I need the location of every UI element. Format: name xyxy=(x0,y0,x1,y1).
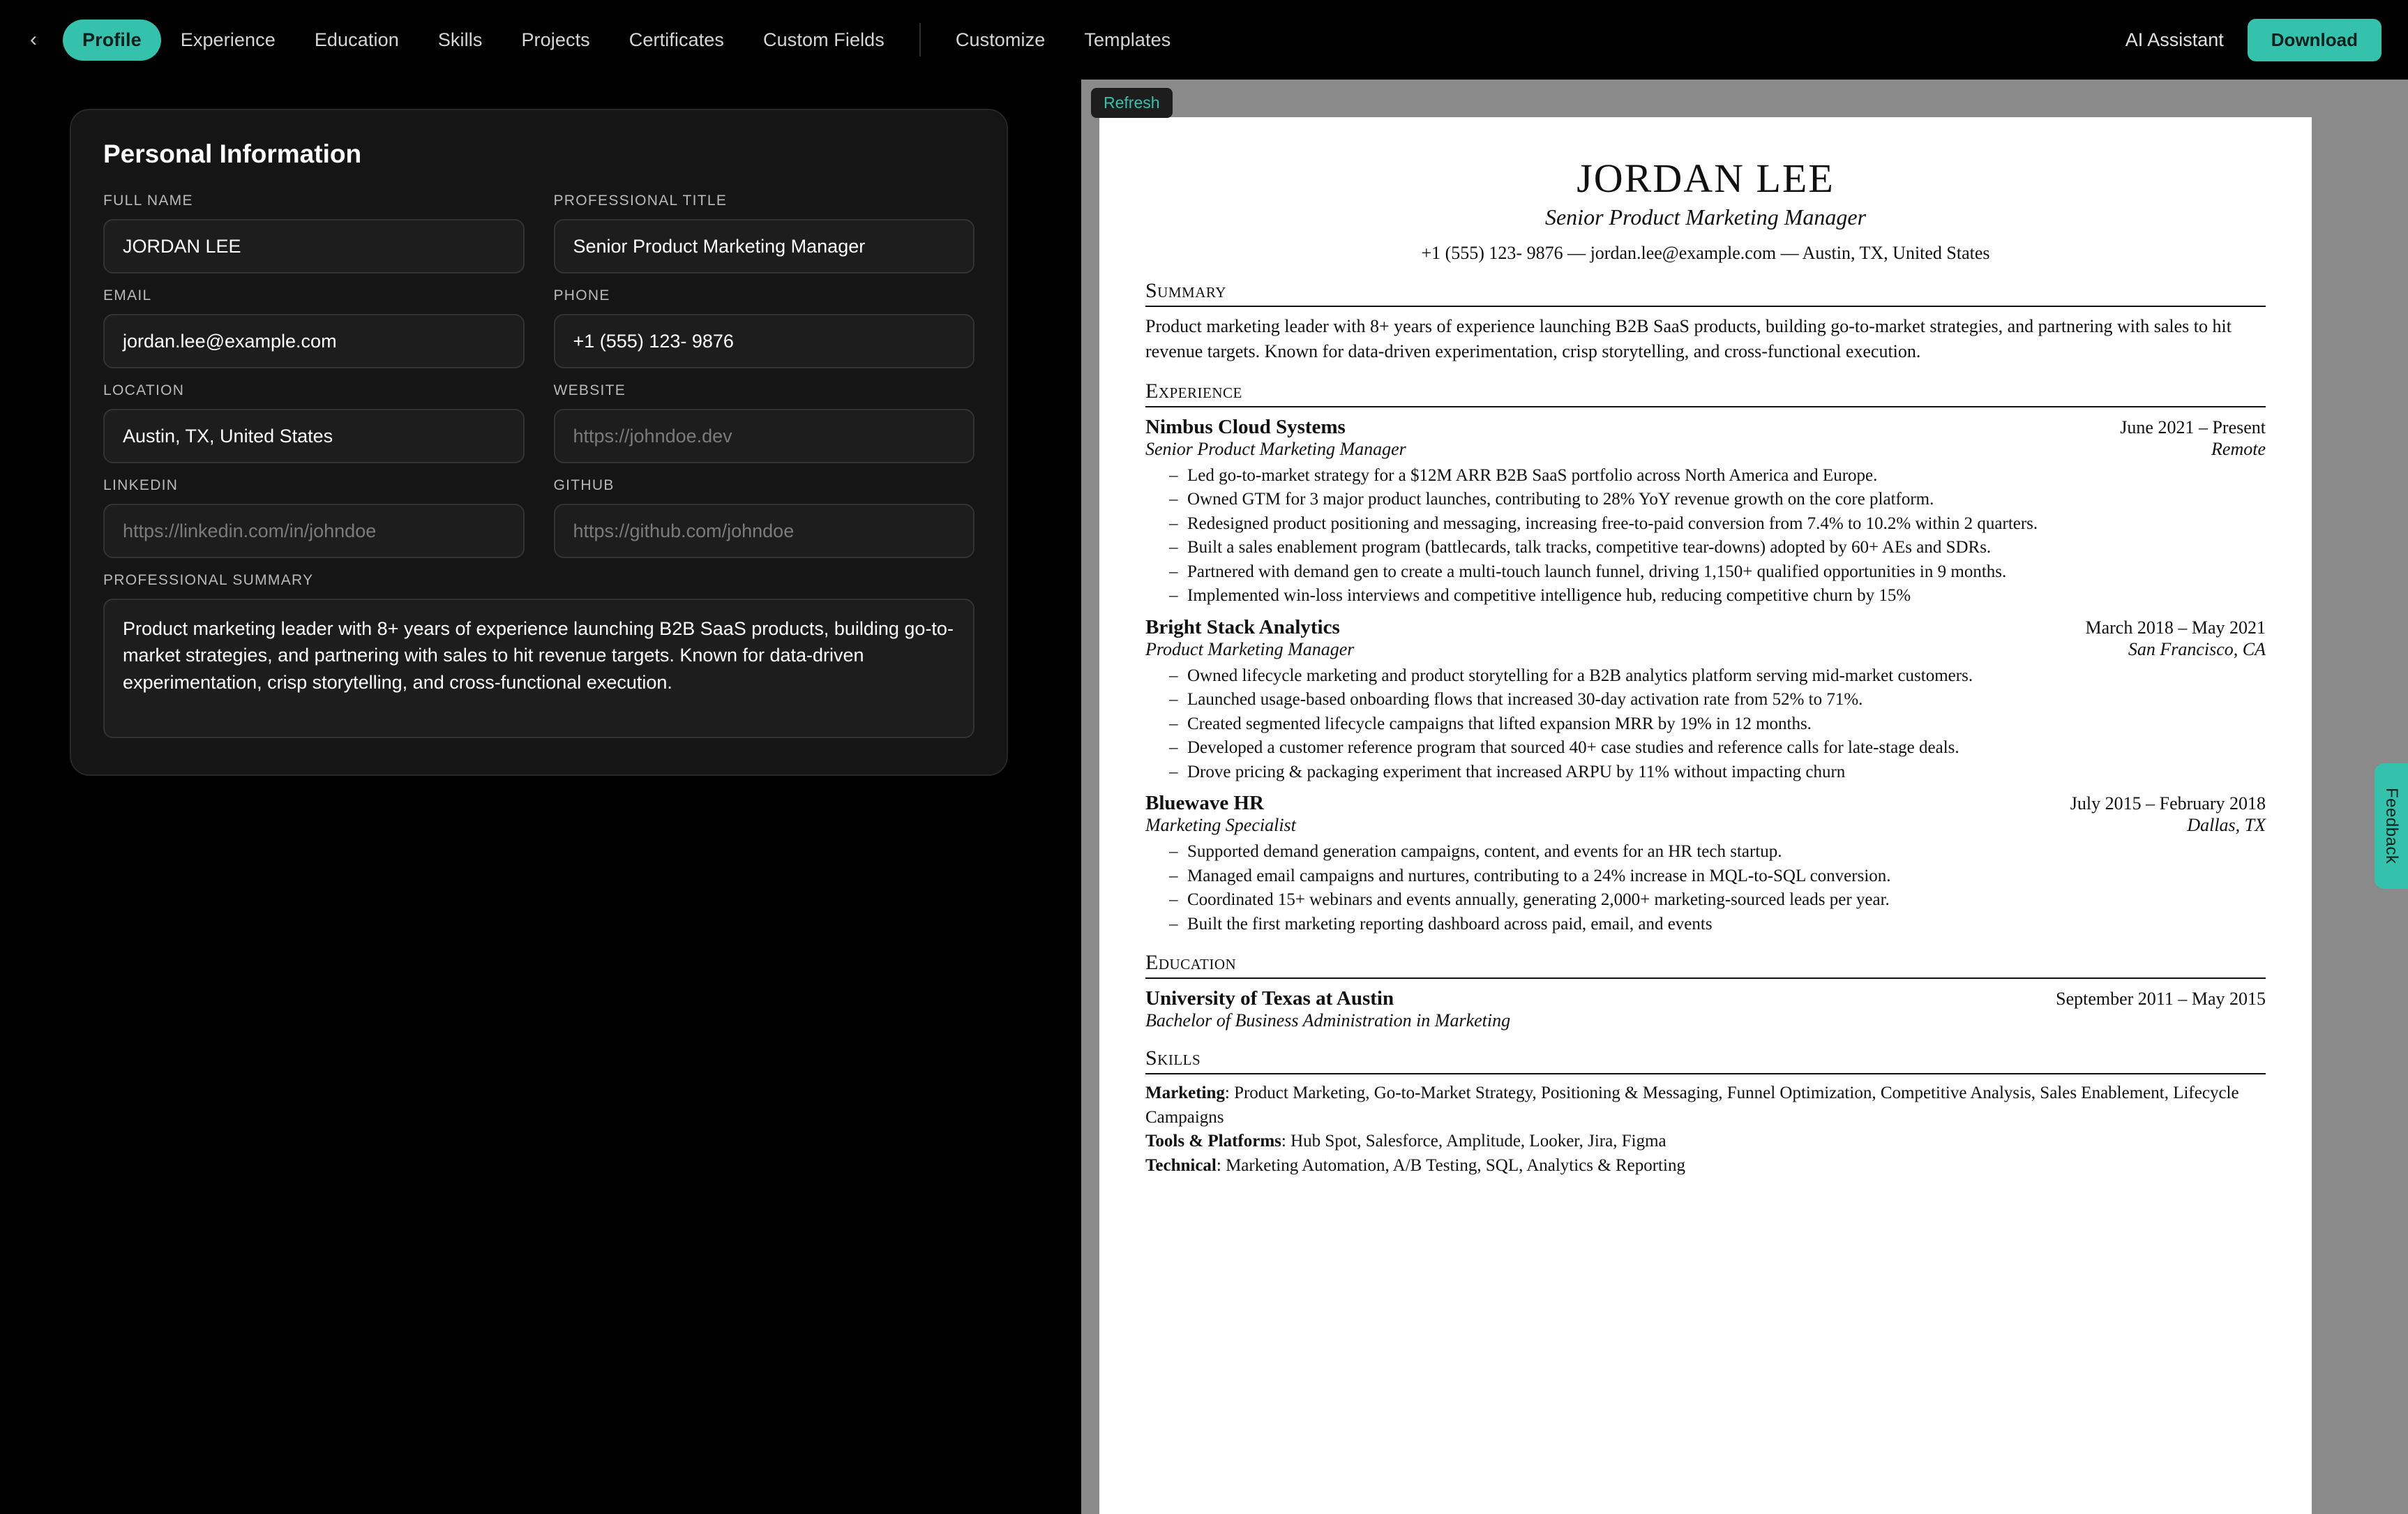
experience-location: San Francisco, CA xyxy=(2128,638,2266,659)
experience-entry xyxy=(1145,792,2266,936)
skill-items: Product Marketing, Go-to-Market Strategy, Positioning & Messaging, Funnel Optimization, Competitive Analysis, Sales Enablement, Lifecycle Campaigns xyxy=(1145,1084,2239,1127)
experience-bullet: – Partnered with demand gen to create a multi-touch launch funnel, driving 1,150+ qualified opportunities in 9 months. xyxy=(1169,560,2266,584)
experience-dates: July 2015 – February 2018 xyxy=(2070,793,2266,814)
resume-section-education xyxy=(1145,951,2266,1031)
label-phone: PHONE xyxy=(553,287,610,303)
field-full-name xyxy=(103,193,525,273)
experience-org: Bright Stack Analytics xyxy=(1145,615,1340,638)
skill-category: Tools & Platforms xyxy=(1145,1132,1281,1151)
experience-entry xyxy=(1145,416,2266,608)
tab-customize[interactable]: Customize xyxy=(955,29,1046,50)
feedback-tab[interactable] xyxy=(2375,763,2408,889)
label-professional-title: PROFESSIONAL TITLE xyxy=(553,193,728,209)
experience-bullet: – Built the first marketing reporting dashboard across paid, email, and events xyxy=(1169,913,2266,936)
tab-certificates[interactable]: Certificates xyxy=(629,29,725,50)
education-degree: Bachelor of Business Administration in Marketing xyxy=(1145,1010,1511,1031)
label-professional-summary: PROFESSIONAL SUMMARY xyxy=(103,572,314,588)
experience-heading: Experience xyxy=(1145,380,2266,407)
tab-skills[interactable]: Skills xyxy=(437,29,483,50)
download-button[interactable]: Download xyxy=(2248,19,2381,61)
main-body xyxy=(0,80,2408,1514)
personal-information-card xyxy=(70,109,1008,776)
experience-entry xyxy=(1145,616,2266,784)
experience-bullet: – Launched usage-based onboarding flows that increased 30-day activation rate from 52% to 71%. xyxy=(1169,688,2266,712)
tab-education[interactable]: Education xyxy=(314,29,399,50)
field-linkedin xyxy=(103,477,525,558)
tab-templates[interactable]: Templates xyxy=(1084,29,1171,50)
label-email: EMAIL xyxy=(103,287,152,303)
skill-category: Marketing xyxy=(1145,1084,1225,1103)
tab-experience[interactable]: Experience xyxy=(180,29,276,50)
primary-tabs xyxy=(63,20,1190,61)
experience-bullet: – Developed a customer reference program that sourced 40+ case studies and reference calls for late-stage deals. xyxy=(1169,736,2266,760)
experience-bullets xyxy=(1169,464,2266,608)
education-school: University of Texas at Austin xyxy=(1145,987,1394,1010)
experience-bullet: – Managed email campaigns and nurtures, contributing to a 24% increase in MQL-to-SQL conversion. xyxy=(1169,864,2266,888)
editor-pane xyxy=(0,80,1081,1514)
topbar-actions xyxy=(2125,19,2381,61)
field-email xyxy=(103,287,525,368)
fields-grid xyxy=(103,193,975,738)
resume-section-experience xyxy=(1145,380,2266,936)
email-input[interactable]: jordan.lee@example.com xyxy=(103,314,525,368)
location-input[interactable]: Austin, TX, United States xyxy=(103,409,525,463)
github-input[interactable]: https://github.com/johndoe xyxy=(554,504,975,558)
skill-items: Marketing Automation, A/B Testing, SQL, Analytics & Reporting xyxy=(1226,1155,1685,1175)
tab-profile[interactable]: Profile xyxy=(63,20,161,61)
label-linkedin: LINKEDIN xyxy=(103,477,179,493)
experience-dates: June 2021 – Present xyxy=(2120,417,2266,437)
skill-colon: : xyxy=(1281,1132,1291,1151)
experience-bullet: – Built a sales enablement program (battlecards, talk tracks, competitive tear-downs) adopted by 60+ AEs and SDRs. xyxy=(1169,536,2266,560)
skill-items: Hub Spot, Salesforce, Amplitude, Looker, Jira, Figma xyxy=(1290,1132,1666,1151)
experience-bullet: – Supported demand generation campaigns, content, and events for an HR tech startup. xyxy=(1169,840,2266,864)
experience-org: Bluewave HR xyxy=(1145,792,1264,815)
full-name-input[interactable]: JORDAN LEE xyxy=(103,219,525,273)
summary-heading: Summary xyxy=(1145,279,2266,307)
skill-line xyxy=(1145,1154,2266,1178)
resume-section-skills xyxy=(1145,1047,2266,1178)
experience-bullet: – Coordinated 15+ webinars and events annually, generating 2,000+ marketing-sourced leads per year. xyxy=(1169,888,2266,912)
summary-text: Product marketing leader with 8+ years of experience launching B2B SaaS products, building go-to-market strategies, and partnering with sales to hit revenue targets. Known for data-driven experimentation, crisp storytelling, and cross-functional execution. xyxy=(1145,316,2232,361)
top-navigation-bar xyxy=(0,0,2408,80)
linkedin-input[interactable]: https://linkedin.com/in/johndoe xyxy=(103,504,525,558)
experience-role: Marketing Specialist xyxy=(1145,815,1296,836)
experience-bullet: – Drove pricing & packaging experiment that increased ARPU by 11% without impacting churn xyxy=(1169,760,2266,784)
phone-input[interactable]: +1 (555) 123- 9876 xyxy=(554,314,975,368)
education-dates: September 2011 – May 2015 xyxy=(2056,989,2266,1010)
experience-role: Product Marketing Manager xyxy=(1145,638,1355,659)
field-github xyxy=(554,477,975,558)
field-professional-title xyxy=(554,193,975,273)
skill-line xyxy=(1145,1130,2266,1154)
education-heading: Education xyxy=(1145,951,2266,979)
resume-title: Senior Product Marketing Manager xyxy=(1544,204,1867,230)
label-full-name: FULL NAME xyxy=(103,193,193,209)
resume-contact: +1 (555) 123- 9876 — jordan.lee@example.com — Austin, TX, United States xyxy=(1421,243,1990,263)
professional-summary-textarea[interactable]: Product marketing leader with 8+ years of experience launching B2B SaaS products, building go-to-market strategies, and partnering with sales to hit revenue targets. Known for data-driven experimentation, crisp storytelling, and cross-functional execution. xyxy=(103,599,975,738)
ai-assistant-button[interactable]: AI Assistant xyxy=(2125,29,2224,50)
experience-bullet: – Created segmented lifecycle campaigns that lifted expansion MRR by 19% in 12 months. xyxy=(1169,712,2266,736)
field-phone xyxy=(554,287,975,368)
skill-colon: : xyxy=(1216,1155,1226,1175)
experience-location: Remote xyxy=(2211,438,2266,459)
resume-section-summary xyxy=(1145,279,2266,364)
skill-line xyxy=(1145,1081,2266,1130)
experience-bullets xyxy=(1169,664,2266,784)
skill-category: Technical xyxy=(1145,1155,1217,1175)
tab-projects[interactable]: Projects xyxy=(521,29,590,50)
experience-role: Senior Product Marketing Manager xyxy=(1145,438,1406,459)
experience-org: Nimbus Cloud Systems xyxy=(1145,415,1346,438)
experience-bullet: – Implemented win-loss interviews and competitive intelligence hub, reducing competitive churn by 15% xyxy=(1169,584,2266,608)
nav-divider xyxy=(919,23,921,57)
experience-bullet: – Owned lifecycle marketing and product storytelling for a B2B analytics platform serving mid-market customers. xyxy=(1169,664,2266,688)
experience-bullet: – Redesigned product positioning and messaging, increasing free-to-paid conversion from 7.4% to 10.2% within 2 quarters. xyxy=(1169,512,2266,536)
skills-body xyxy=(1145,1081,2266,1178)
experience-bullet: – Owned GTM for 3 major product launches, contributing to 28% YoY revenue growth on the core platform. xyxy=(1169,488,2266,511)
refresh-button[interactable]: Refresh xyxy=(1091,88,1173,118)
skills-heading: Skills xyxy=(1145,1047,2266,1074)
education-entry xyxy=(1145,987,2266,1031)
professional-title-input[interactable]: Senior Product Marketing Manager xyxy=(554,219,975,273)
label-website: WEBSITE xyxy=(553,382,626,398)
resume-document xyxy=(1099,117,2312,1514)
experience-bullets xyxy=(1169,840,2266,936)
label-location: LOCATION xyxy=(103,382,185,398)
experience-location: Dallas, TX xyxy=(2187,815,2266,836)
back-chevron-left-icon[interactable]: ‹ xyxy=(30,28,37,51)
skill-colon: : xyxy=(1224,1084,1235,1103)
feedback-label: Feedback xyxy=(2382,788,2401,864)
label-github: GITHUB xyxy=(553,477,615,493)
field-location xyxy=(103,382,525,463)
website-input[interactable]: https://johndoe.dev xyxy=(554,409,975,463)
experience-bullet: – Led go-to-market strategy for a $12M ARR B2B SaaS portfolio across North America and Europe. xyxy=(1169,464,2266,488)
field-website xyxy=(554,382,975,463)
experience-dates: March 2018 – May 2021 xyxy=(2085,617,2266,638)
tab-custom-fields[interactable]: Custom Fields xyxy=(763,29,885,50)
card-title: Personal Information xyxy=(103,140,362,168)
resume-name: JORDAN LEE xyxy=(1577,156,1835,201)
preview-pane xyxy=(1081,80,2408,1514)
field-professional-summary xyxy=(103,572,975,738)
